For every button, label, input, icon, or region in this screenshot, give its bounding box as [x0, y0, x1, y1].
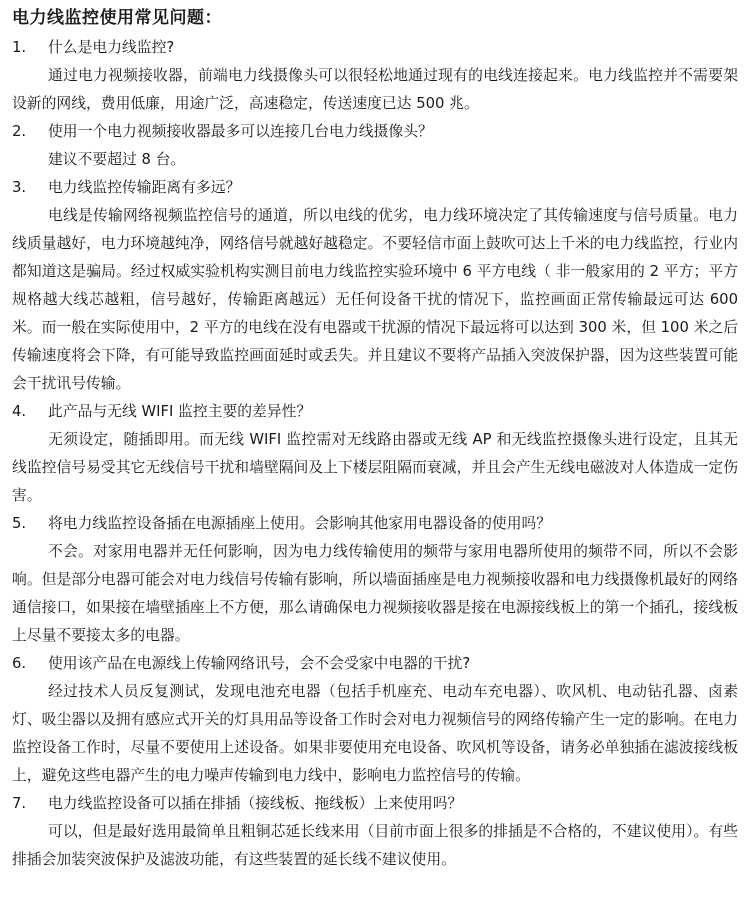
question-number: 1.	[12, 39, 27, 56]
question-text: 电力线监控传输距离有多远？	[48, 179, 241, 196]
question-number: 6.	[12, 655, 27, 672]
question-number: 4.	[12, 403, 27, 420]
question-text: 将电力线监控设备插在电源插座上使用。会影响其他家用电器设备的使用吗？	[48, 515, 552, 532]
question-text: 使用该产品在电源线上传输网络讯号，会不会受家中电器的干扰?	[48, 655, 471, 672]
faq-answer: 不会。对家用电器并无任何影响，因为电力线传输使用的频带与家用电器所使用的频带不同，所以不会影响。但是部分电器可能会对电力线信号传输有影响，所以墙面插座是电力视频接收器和电力线摄像机最好的网络通信接口，如果接在墙壁插座上不方便，那么请确保电力视频接收器是接在电源接线板上的第一个插孔，接线板上尽量不要接太多的电器。	[12, 543, 738, 644]
faq-answer: 通过电力视频接收器，前端电力线摄像头可以很轻松地通过现有的电线连接起来。电力线监控并不需要架设新的网线，费用低廉，用途广泛，高速稳定，传送速度已达 500 兆。	[12, 67, 738, 112]
page-title: 电力线监控使用常见问题：	[12, 8, 222, 28]
faq-question	[12, 174, 738, 202]
faq-question	[12, 118, 738, 146]
faq-answer: 经过技术人员反复测试，发现电池充电器（包括手机座充、电动车充电器）、吹风机、电动钻孔器、卤素灯、吸尘器以及拥有感应式开关的灯具用品等设备工作时会对电力视频信号的网络传输产生一定的影响。在电力监控设备工作时，尽量不要使用上述设备。如果非要使用充电设备、吹风机等设备，请务必单独插在滤波接线板上，避免这些电器产生的电力噪声传输到电力线中，影响电力监控信号的传输。	[12, 683, 738, 784]
faq-item-2	[12, 118, 738, 174]
faq-item-5	[12, 510, 738, 650]
faq-item-1	[12, 34, 738, 118]
faq-question	[12, 34, 738, 62]
faq-answer: 建议不要超过 8 台。	[48, 151, 186, 168]
faq-answer: 可以，但是最好选用最简单且粗铜芯延长线来用（目前市面上很多的排插是不合格的，不建议使用）。有些排插会加装突波保护及滤波功能，有这些装置的延长线不建议使用。	[12, 823, 738, 868]
question-number: 5.	[12, 515, 27, 532]
faq-answer: 无须设定，随插即用。而无线 WIFI 监控需对无线路由器或无线 AP 和无线监控摄像头进行设定，且其无线监控信号易受其它无线信号干扰和墙壁隔间及上下楼层阻隔而衰减，并且会产生无线电磁波对人体造成一定伤害。	[12, 431, 738, 504]
question-text: 使用一个电力视频接收器最多可以连接几台电力线摄像头？	[48, 123, 433, 140]
faq-answer: 电线是传输网络视频监控信号的通道，所以电线的优劣，电力线环境决定了其传输速度与信号质量。电力线质量越好，电力环境越纯净，网络信号就越好越稳定。不要轻信市面上鼓吹可达上千米的电力线监控，行业内都知道这是骗局。经过权威实验机构实测目前电力线监控实验环境中 6 平方电线（ 非一般家用的 2 平方；平方规格越大线芯越粗，信号越好，传输距离越远）无任何设备干扰的情况下，监控画面正常传输最远可达 600 米。而一般在实际使用中，2 平方的电线在没有电器或干扰源的情况下最远将可以达到 300 米，但 100 米之后传输速度将会下降，有可能导致监控画面延时或丢失。并且建议不要将产品插入突波保护器，因为这些装置可能会干扰讯号传输。	[12, 207, 738, 392]
faq-question	[12, 510, 738, 538]
faq-item-4	[12, 398, 738, 510]
faq-question	[12, 790, 738, 818]
faq-item-3	[12, 174, 738, 398]
question-number: 3.	[12, 179, 27, 196]
faq-question	[12, 650, 738, 678]
faq-item-7	[12, 790, 738, 874]
faq-question	[12, 398, 738, 426]
faq-list	[12, 34, 738, 874]
question-number: 2.	[12, 123, 27, 140]
question-text: 什么是电力线监控?	[48, 39, 175, 56]
question-text: 电力线监控设备可以插在排插（接线板、拖线板）上来使用吗？	[48, 795, 463, 812]
question-text: 此产品与无线 WIFI 监控主要的差异性？	[48, 403, 312, 420]
faq-item-6	[12, 650, 738, 790]
question-number: 7.	[12, 795, 27, 812]
